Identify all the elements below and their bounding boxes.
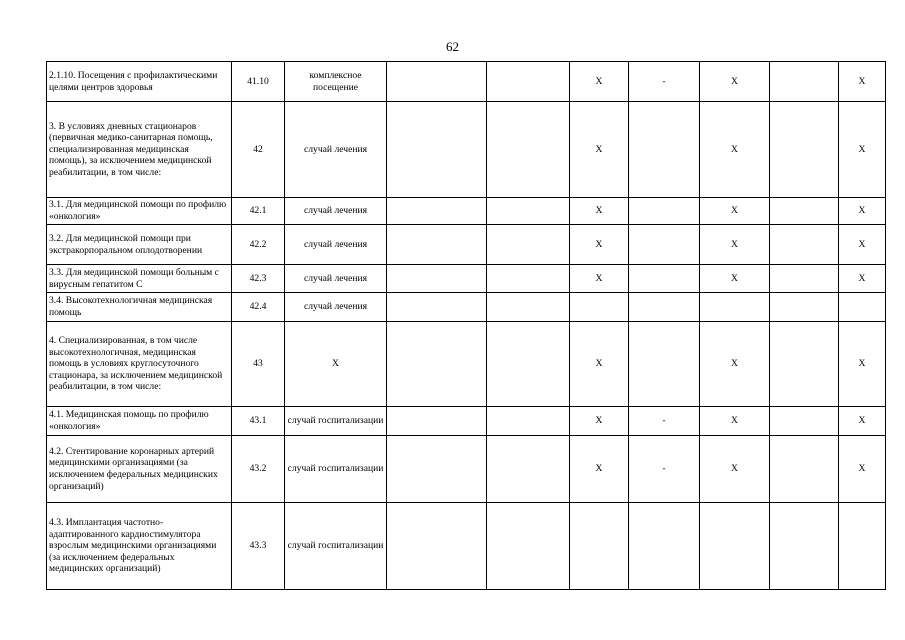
value-cell	[387, 293, 487, 322]
table-row	[47, 503, 886, 590]
value-cell: X	[570, 198, 629, 225]
row-unit-cell: случай лечения	[285, 198, 387, 225]
row-unit-cell: X	[285, 322, 387, 407]
value-cell	[629, 293, 700, 322]
table-row	[47, 198, 886, 225]
row-name-cell: 3.3. Для медицинской помощи больным с вирусным гепатитом С	[47, 265, 232, 293]
value-cell: X	[570, 322, 629, 407]
row-number-cell: 42.1	[232, 198, 285, 225]
row-number-cell: 42.3	[232, 265, 285, 293]
value-cell	[770, 225, 839, 265]
row-name-cell: 3. В условиях дневных стационаров (первичная медико-санитарная помощь, специализированная медицинская помощь), за исключением медицинской реабилитации, в том числе:	[47, 102, 232, 198]
value-cell	[487, 407, 570, 436]
value-cell: X	[839, 322, 886, 407]
row-unit-cell: случай госпитализации	[285, 503, 387, 590]
value-cell	[487, 322, 570, 407]
row-number-cell: 43.2	[232, 436, 285, 503]
value-cell	[770, 503, 839, 590]
row-name-cell: 3.4. Высокотехнологичная медицинская помощь	[47, 293, 232, 322]
value-cell	[770, 436, 839, 503]
value-cell: X	[839, 436, 886, 503]
row-name-cell: 4.1. Медицинская помощь по профилю «онкология»	[47, 407, 232, 436]
value-cell: X	[570, 407, 629, 436]
row-unit-cell: случай лечения	[285, 293, 387, 322]
table-body	[47, 62, 886, 590]
value-cell: X	[839, 198, 886, 225]
value-cell: X	[570, 102, 629, 198]
value-cell	[770, 407, 839, 436]
row-number-cell: 42.4	[232, 293, 285, 322]
value-cell: X	[700, 198, 770, 225]
page-number: 62	[446, 39, 459, 54]
row-unit-cell: случай лечения	[285, 225, 387, 265]
value-cell: X	[839, 407, 886, 436]
value-cell: X	[839, 102, 886, 198]
value-cell	[629, 322, 700, 407]
value-cell: -	[629, 407, 700, 436]
value-cell	[487, 436, 570, 503]
value-cell: X	[570, 436, 629, 503]
row-unit-cell: случай госпитализации	[285, 436, 387, 503]
value-cell	[770, 198, 839, 225]
value-cell	[487, 265, 570, 293]
value-cell: X	[839, 265, 886, 293]
row-number-cell: 43.1	[232, 407, 285, 436]
value-cell	[487, 62, 570, 102]
row-name-cell: 4. Специализированная, в том числе высокотехнологичная, медицинская помощь в условиях круглосуточного стационара, за исключением медицинской реабилитации, в том числе:	[47, 322, 232, 407]
value-cell: X	[839, 62, 886, 102]
row-unit-cell: случай лечения	[285, 265, 387, 293]
row-name-cell: 2.1.10. Посещения с профилактическими целями центров здоровья	[47, 62, 232, 102]
value-cell: X	[700, 322, 770, 407]
row-number-cell: 41.10	[232, 62, 285, 102]
value-cell: X	[570, 225, 629, 265]
value-cell	[700, 503, 770, 590]
row-name-cell: 4.2. Стентирование коронарных артерий медицинскими организациями (за исключением федеральных медицинских организаций)	[47, 436, 232, 503]
row-unit-cell: случай лечения	[285, 102, 387, 198]
value-cell	[387, 265, 487, 293]
value-cell	[487, 293, 570, 322]
value-cell: X	[700, 407, 770, 436]
row-number-cell: 42	[232, 102, 285, 198]
value-cell	[387, 225, 487, 265]
value-cell	[387, 198, 487, 225]
value-cell	[629, 265, 700, 293]
table-row	[47, 265, 886, 293]
value-cell: X	[700, 102, 770, 198]
value-cell	[387, 436, 487, 503]
row-unit-cell: комплексное посещение	[285, 62, 387, 102]
value-cell	[629, 102, 700, 198]
value-cell	[487, 102, 570, 198]
data-table	[46, 61, 886, 590]
value-cell: X	[570, 62, 629, 102]
value-cell	[387, 102, 487, 198]
value-cell	[487, 225, 570, 265]
value-cell	[629, 198, 700, 225]
value-cell: -	[629, 436, 700, 503]
row-number-cell: 42.2	[232, 225, 285, 265]
value-cell: X	[700, 265, 770, 293]
table-row	[47, 62, 886, 102]
table-row	[47, 407, 886, 436]
table-row	[47, 293, 886, 322]
row-name-cell: 3.2. Для медицинской помощи при экстракорпоральном оплодотворении	[47, 225, 232, 265]
value-cell	[839, 293, 886, 322]
value-cell: X	[570, 265, 629, 293]
value-cell: X	[700, 225, 770, 265]
value-cell: X	[839, 225, 886, 265]
value-cell	[570, 293, 629, 322]
value-cell	[770, 102, 839, 198]
value-cell	[770, 62, 839, 102]
value-cell	[839, 503, 886, 590]
value-cell	[770, 322, 839, 407]
row-name-cell: 3.1. Для медицинской помощи по профилю «онкология»	[47, 198, 232, 225]
row-unit-cell: случай госпитализации	[285, 407, 387, 436]
value-cell	[700, 293, 770, 322]
value-cell: X	[700, 62, 770, 102]
value-cell	[387, 62, 487, 102]
value-cell: -	[629, 62, 700, 102]
value-cell	[387, 322, 487, 407]
value-cell	[387, 503, 487, 590]
value-cell	[770, 293, 839, 322]
value-cell	[629, 503, 700, 590]
value-cell: X	[700, 436, 770, 503]
row-number-cell: 43.3	[232, 503, 285, 590]
value-cell	[487, 198, 570, 225]
value-cell	[387, 407, 487, 436]
value-cell	[629, 225, 700, 265]
value-cell	[770, 265, 839, 293]
row-number-cell: 43	[232, 322, 285, 407]
row-name-cell: 4.3. Имплантация частотно-адаптированного кардиостимулятора взрослым медицинскими организациями (за исключением федеральных медицинских организаций)	[47, 503, 232, 590]
value-cell	[570, 503, 629, 590]
table-row	[47, 436, 886, 503]
table-row	[47, 102, 886, 198]
table-row	[47, 225, 886, 265]
value-cell	[487, 503, 570, 590]
table-row	[47, 322, 886, 407]
